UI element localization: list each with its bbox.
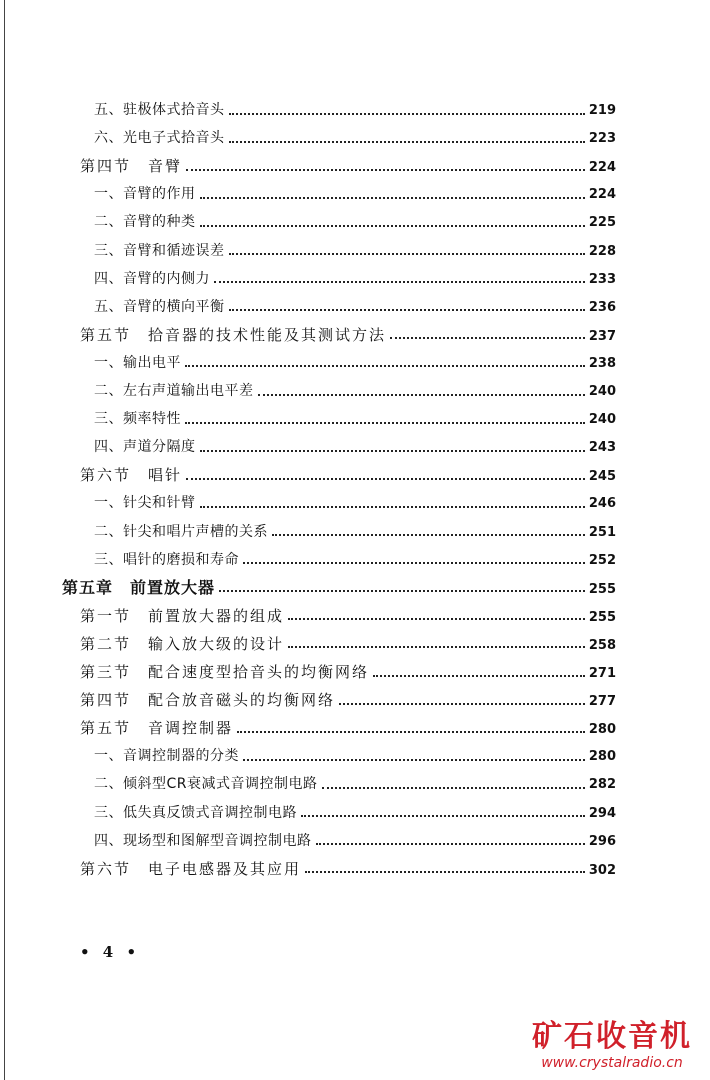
toc-dot-leader xyxy=(322,786,585,789)
toc-entry-page: 223 xyxy=(588,131,616,147)
toc-entry-title: 二、左右声道输出电平差 xyxy=(94,383,254,399)
toc-entry-title: 二、倾斜型CR衰减式音调控制电路 xyxy=(94,776,318,793)
toc-entry-page: 243 xyxy=(588,440,616,456)
toc-entry-title: 一、针尖和针臂 xyxy=(94,495,196,512)
toc-entry-page: 240 xyxy=(588,384,616,399)
toc-entry-page: 228 xyxy=(588,243,616,259)
toc-entry-title: 第六节 电子电感器及其应用 xyxy=(80,859,302,878)
toc-entry-page: 294 xyxy=(588,805,616,821)
toc-entry-title: 第五节 拾音器的技术性能及其测试方法 xyxy=(80,325,387,344)
toc-entry-title: 三、低失真反馈式音调控制电路 xyxy=(94,804,297,821)
toc-dot-leader xyxy=(219,589,585,592)
toc-subsection-entry xyxy=(94,378,616,404)
toc-entry-title: 第五章 前置放大器 xyxy=(62,577,216,597)
toc-section-entry xyxy=(80,322,616,348)
toc-dot-leader xyxy=(301,814,585,817)
toc-subsection-entry xyxy=(94,294,616,320)
toc-entry-page: 224 xyxy=(588,160,616,176)
watermark-url: www.crystalradio.cn xyxy=(541,1055,683,1071)
toc-dot-leader xyxy=(200,224,585,227)
toc-entry-page: 280 xyxy=(588,722,616,738)
toc-entry-page: 246 xyxy=(588,496,616,512)
toc-entry-page: 238 xyxy=(588,355,616,371)
toc-section-entry xyxy=(80,462,616,488)
toc-entry-page: 252 xyxy=(588,552,616,568)
toc-entry-title: 第三节 配合速度型拾音头的均衡网络 xyxy=(80,663,370,681)
toc-entry-title: 三、音臂和循迹误差 xyxy=(94,242,225,259)
toc-section-entry xyxy=(80,153,616,179)
toc-entry-title: 四、音臂的内侧力 xyxy=(94,270,210,287)
toc-entry-title: 第五节 音调控制器 xyxy=(80,719,234,738)
toc-subsection-entry xyxy=(94,209,616,235)
toc-entry-page: 296 xyxy=(588,833,616,849)
toc-entry-page: 302 xyxy=(588,862,616,878)
watermark xyxy=(522,1020,702,1072)
toc-dot-leader xyxy=(243,561,585,564)
toc-section-entry xyxy=(80,659,616,685)
toc-dot-leader xyxy=(200,505,585,508)
toc-subsection-entry xyxy=(94,125,616,151)
toc-entry-page: 240 xyxy=(588,412,616,428)
toc-entry-page: 258 xyxy=(588,637,616,653)
toc-entry-page: 271 xyxy=(588,666,616,681)
toc-entry-title: 一、音调控制器的分类 xyxy=(94,748,239,765)
toc-dot-leader xyxy=(258,393,585,396)
toc-entry-page: 225 xyxy=(588,215,616,231)
toc-entry-page: 233 xyxy=(588,271,616,287)
toc-dot-leader xyxy=(229,112,585,115)
toc-entry-page: 237 xyxy=(588,328,616,344)
toc-entry-title: 五、驻极体式拾音头 xyxy=(94,102,225,118)
toc-subsection-entry xyxy=(94,97,616,123)
toc-subsection-entry xyxy=(94,800,616,826)
toc-dot-leader xyxy=(288,617,585,620)
toc-dot-leader xyxy=(229,308,585,311)
toc-entry-page: 236 xyxy=(588,299,616,315)
toc-entry-title: 二、针尖和唱片声槽的关系 xyxy=(94,523,268,540)
toc-subsection-entry xyxy=(94,350,616,376)
toc-dot-leader xyxy=(200,196,585,199)
toc-section-entry xyxy=(80,856,616,882)
toc-entry-page: 224 xyxy=(588,187,616,203)
toc-entry-title: 第二节 输入放大级的设计 xyxy=(80,634,285,653)
toc-dot-leader xyxy=(272,533,585,536)
toc-entry-title: 六、光电子式拾音头 xyxy=(94,130,225,147)
toc-subsection-entry xyxy=(94,771,616,797)
toc-subsection-entry xyxy=(94,519,616,545)
toc-entry-title: 四、声道分隔度 xyxy=(94,439,196,456)
toc-entry-page: 251 xyxy=(588,524,616,540)
toc-subsection-entry xyxy=(94,828,616,854)
toc-entry-title: 五、音臂的横向平衡 xyxy=(94,298,225,315)
toc-dot-leader xyxy=(229,252,585,255)
toc-section-entry xyxy=(80,687,616,713)
toc-dot-leader xyxy=(243,758,585,761)
toc-entry-page: 277 xyxy=(588,694,616,710)
toc-dot-leader xyxy=(229,140,585,143)
toc-entry-title: 三、唱针的磨损和寿命 xyxy=(94,551,239,568)
watermark-title: 矿石收音机 xyxy=(532,1019,692,1054)
toc-subsection-entry xyxy=(94,266,616,292)
toc-entry-page: 282 xyxy=(588,777,616,793)
toc-section-entry xyxy=(80,715,616,741)
toc-entry-title: 第一节 前置放大器的组成 xyxy=(80,606,285,625)
toc-entry-title: 四、现场型和图解型音调控制电路 xyxy=(94,832,312,849)
toc-subsection-entry xyxy=(94,238,616,264)
toc-subsection-entry xyxy=(94,181,616,207)
toc-dot-leader xyxy=(186,168,585,171)
toc-entry-title: 一、输出电平 xyxy=(94,354,181,371)
toc-entry-page: 245 xyxy=(588,469,616,485)
toc-subsection-entry xyxy=(94,547,616,573)
toc-dot-leader xyxy=(186,477,585,480)
toc-dot-leader xyxy=(305,870,585,873)
toc-entry-page: 280 xyxy=(588,749,616,765)
toc-entry-title: 第四节 配合放音磁头的均衡网络 xyxy=(80,691,336,710)
page-number: • 4 • xyxy=(80,943,141,961)
toc-dot-leader xyxy=(373,674,585,677)
toc-entry-page: 255 xyxy=(588,609,616,625)
toc-chapter-entry xyxy=(62,575,616,601)
toc-dot-leader xyxy=(200,449,585,452)
toc-section-entry xyxy=(80,631,616,657)
toc-entry-page: 255 xyxy=(588,581,616,597)
toc-entry-title: 二、音臂的种类 xyxy=(94,214,196,231)
toc-subsection-entry xyxy=(94,406,616,432)
toc-subsection-entry xyxy=(94,490,616,516)
toc-dot-leader xyxy=(214,280,585,283)
toc-entry-title: 三、频率特性 xyxy=(94,411,181,428)
toc-dot-leader xyxy=(339,702,585,705)
toc-dot-leader xyxy=(316,842,585,845)
toc-entry-title: 第四节 音臂 xyxy=(80,157,183,176)
toc-dot-leader xyxy=(185,421,585,424)
toc-subsection-entry xyxy=(94,434,616,460)
toc-entry-title: 一、音臂的作用 xyxy=(94,186,196,203)
toc-subsection-entry xyxy=(94,743,616,769)
toc-entry-title: 第六节 唱针 xyxy=(80,466,183,485)
toc-dot-leader xyxy=(185,364,585,367)
toc-dot-leader xyxy=(390,336,585,339)
toc-section-entry xyxy=(80,603,616,629)
toc-dot-leader xyxy=(237,730,585,733)
toc-dot-leader xyxy=(288,645,585,648)
toc-entry-page: 219 xyxy=(588,103,616,118)
